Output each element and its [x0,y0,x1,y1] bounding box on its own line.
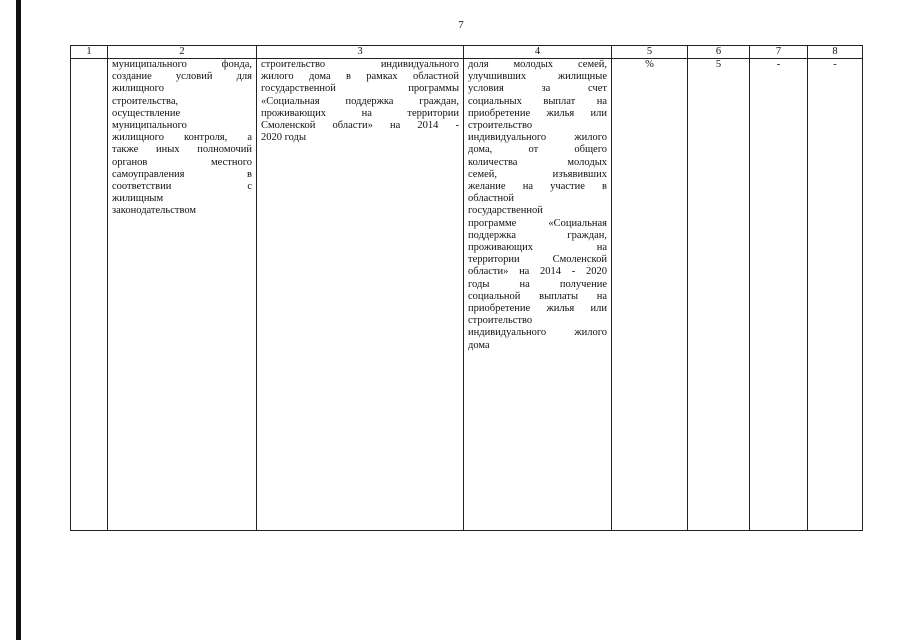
text-line: муниципального фонда, [112,59,252,70]
text-line: осуществление [112,107,181,119]
text-line: соответствии с [112,181,252,193]
text-line: 2020 годы [261,132,307,144]
text-line: законодательством [112,205,197,217]
cell-activity [257,59,464,531]
text-line: семей, изъявивших [468,168,607,180]
text-line: поддержка граждан, [468,229,607,241]
text-line: территории Смоленской [468,254,607,266]
text-line: дома [468,339,490,351]
text-line: государственной [468,205,543,217]
text-line: программе «Социальная [468,217,607,229]
header-col-2: 2 [108,46,257,59]
text-line: индивидуального жилого [468,327,607,339]
text-line: жилищного контроля, а [112,132,252,144]
indicator-table [70,45,863,531]
scan-edge-bar [16,0,21,640]
text-line: также иных полномочий [112,144,252,156]
text-line: социальной выплаты на [468,290,607,302]
text-line: жилищным [112,193,164,205]
text-line: социальных выплат на [468,95,607,107]
text-line: условия за счет [468,83,607,95]
header-col-5: 5 [612,46,688,59]
indicator-text [468,59,607,352]
cell-indicator [464,59,612,531]
header-col-4: 4 [464,46,612,59]
activity-text [261,59,459,144]
text-line: создание условий для [112,71,252,83]
task-text [112,59,252,218]
header-col-1: 1 [71,46,108,59]
header-col-7: 7 [750,46,808,59]
text-line: годы на получение [468,278,607,290]
table-header-row [71,46,863,59]
text-line: доля молодых семей, [468,59,607,70]
text-line: «Социальная поддержка граждан, [261,95,459,107]
text-line: жилищного [112,83,164,95]
text-line: строительства, [112,95,179,107]
text-line: государственной программы [261,83,459,95]
text-line: Смоленской области» на 2014 - [261,120,459,132]
cell-value: 5 [688,59,750,531]
text-line: индивидуального жилого [468,132,607,144]
cell-unit: % [612,59,688,531]
text-line: строительство индивидуального [261,59,459,70]
text-line: проживающих на территории [261,107,459,119]
cell-value-2: - [750,59,808,531]
text-line: проживающих на [468,242,607,254]
header-col-3: 3 [257,46,464,59]
text-line: строительство [468,120,533,132]
cell-task [108,59,257,531]
text-line: органов местного [112,156,252,168]
text-line: строительство [468,315,533,327]
text-line: муниципального [112,120,187,132]
text-line: дома, от общего [468,144,607,156]
text-line: жилого дома в рамках областной [261,71,459,83]
text-line: области» на 2014 - 2020 [468,266,607,278]
table-row [71,59,863,531]
text-line: самоуправления в [112,168,252,180]
cell-value-3: - [808,59,863,531]
text-line: количества молодых [468,156,607,168]
page-number: 7 [458,19,464,31]
header-col-6: 6 [688,46,750,59]
cell-number [71,59,108,531]
text-line: желание на участие в [468,181,607,193]
text-line: областной [468,193,514,205]
text-line: приобретение жилья или [468,107,607,119]
text-line: улучшивших жилищные [468,71,607,83]
text-line: приобретение жилья или [468,303,607,315]
header-col-8: 8 [808,46,863,59]
